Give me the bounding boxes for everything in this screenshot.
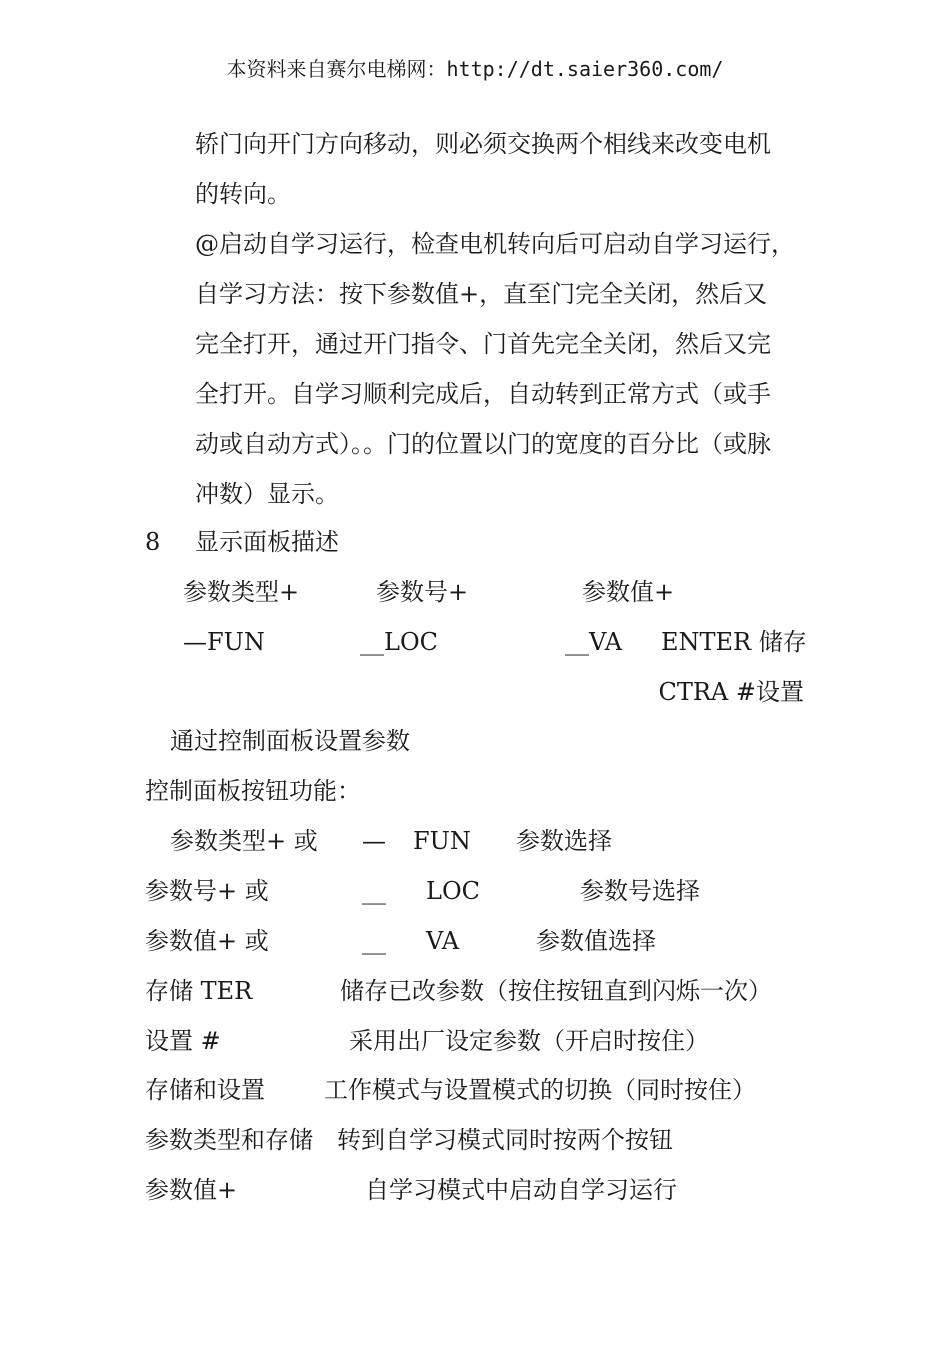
function-row-desc: 工作模式与设置模式的切换（同时按住） bbox=[324, 1076, 756, 1104]
button-row-symbol: __ bbox=[362, 927, 386, 955]
text-line: 全打开。自学习顺利完成后，自动转到正常方式（或手 bbox=[195, 380, 771, 408]
button-row-name: 参数类型+ 或 bbox=[170, 827, 318, 855]
panel-code-fun: —FUN bbox=[183, 628, 265, 656]
panel-code-ctra: CTRA #设置 bbox=[658, 678, 804, 706]
section-title: 显示面板描述 bbox=[195, 528, 339, 556]
button-row-symbol: __ bbox=[362, 877, 386, 905]
panel-label-number: 参数号+ bbox=[376, 578, 469, 606]
button-row-name: 参数值+ 或 bbox=[145, 927, 269, 955]
function-row-key: 参数值+ bbox=[145, 1176, 238, 1204]
paragraph-self-learning bbox=[195, 227, 815, 527]
panel-code-loc: __LOC bbox=[360, 628, 438, 656]
paragraph-motor-direction bbox=[195, 127, 815, 227]
function-row-desc: 自学习模式中启动自学习运行 bbox=[365, 1176, 677, 1204]
text-line: 轿门向开门方向移动，则必须交换两个相线来改变电机 bbox=[195, 130, 771, 158]
button-row-desc: 参数选择 bbox=[516, 827, 612, 855]
button-row-symbol: — bbox=[362, 827, 386, 855]
button-row-name: 参数号+ 或 bbox=[145, 877, 269, 905]
function-row-desc: 转到自学习模式同时按两个按钮 bbox=[337, 1126, 673, 1154]
function-row-key: 存储 TER bbox=[145, 977, 253, 1005]
page-header-source: 本资料来自赛尔电梯网：http://dt.saier360.com/ bbox=[226, 57, 724, 81]
text-line: 冲数）显示。 bbox=[195, 480, 339, 508]
text-line: @启动自学习运行，检查电机转向后可启动自学习运行， bbox=[195, 230, 795, 258]
text-line: 自学习方法：按下参数值+，直至门完全关闭，然后又 bbox=[195, 280, 768, 308]
function-row-key: 参数类型和存储 bbox=[145, 1126, 313, 1154]
button-row-desc: 参数值选择 bbox=[536, 927, 656, 955]
panel-code-enter: ENTER 储存 bbox=[661, 628, 807, 656]
button-row-code: VA bbox=[426, 927, 460, 955]
intro-line: 通过控制面板设置参数 bbox=[170, 727, 410, 755]
panel-code-va: __VA bbox=[565, 628, 623, 656]
panel-label-value: 参数值+ bbox=[582, 578, 675, 606]
button-row-code: LOC bbox=[426, 877, 480, 905]
panel-label-type: 参数类型+ bbox=[183, 578, 300, 606]
button-row-code: FUN bbox=[413, 827, 471, 855]
function-row-desc: 储存已改参数（按住按钮直到闪烁一次） bbox=[340, 977, 772, 1005]
button-row-desc: 参数号选择 bbox=[580, 877, 700, 905]
text-line: 完全打开，通过开门指令、门首先完全关闭，然后又完 bbox=[195, 330, 771, 358]
text-line: 的转向。 bbox=[195, 180, 291, 208]
section-number: 8 bbox=[145, 528, 161, 556]
function-row-key: 存储和设置 bbox=[145, 1076, 265, 1104]
function-row-key: 设置 # bbox=[145, 1027, 221, 1055]
text-line: 动或自动方式）。。门的位置以门的宽度的百分比（或脉 bbox=[195, 430, 771, 458]
buttons-heading: 控制面板按钮功能： bbox=[145, 777, 361, 805]
function-row-desc: 采用出厂设定参数（开启时按住） bbox=[349, 1027, 709, 1055]
